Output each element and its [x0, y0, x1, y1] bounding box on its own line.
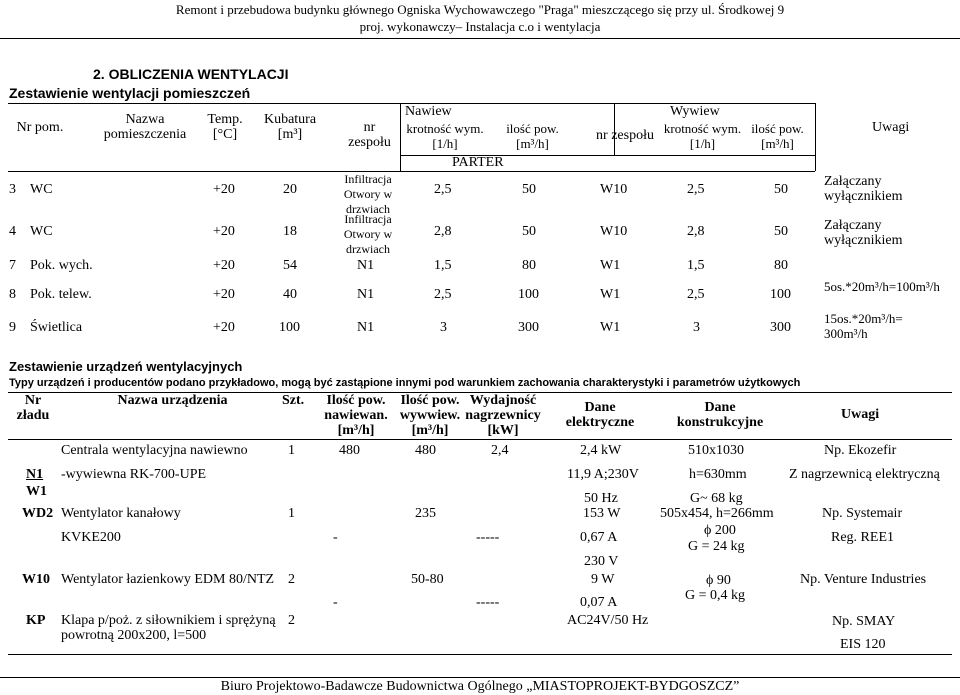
t1-head-kubatura: Kubatura [263, 112, 317, 127]
t2-r1-wyd: 2,4 [491, 443, 509, 458]
t2-r4-nr: W10 [22, 572, 50, 587]
t1-r1-temp: +20 [213, 224, 235, 239]
t2-r5-szt: 2 [288, 613, 295, 628]
t2-r4-szt: 2 [288, 572, 295, 587]
t1-r0-il: 50 [522, 182, 536, 197]
t1-head-uwagi: Uwagi [872, 120, 910, 135]
t1-vline-uwagi [815, 103, 816, 171]
t2-r1-konstr: 510x1030 [688, 443, 744, 458]
t1-r2-temp: +20 [213, 258, 235, 273]
doc-header-line1: Remont i przebudowa budynku głównego Ogniska Wychowawczego "Praga" mieszczącego się przy ul. Środkowej 9 [175, 2, 785, 17]
t1-head-kub-unit: [m³] [277, 127, 303, 142]
t2-r1-naw: 480 [339, 443, 360, 458]
t2-head-il-wyw: Ilość pow. wywwiew. [m³/h] [399, 393, 461, 438]
t1-r1-il2: 50 [774, 224, 788, 239]
t1-r4-zespol: N1 [357, 320, 375, 335]
t1-head-nazwa: Nazwa pomieszczenia [103, 112, 187, 142]
t1-r3-zespol2: W1 [600, 287, 621, 302]
section-title: 2. OBLICZENIA WENTYLACJI [93, 66, 289, 82]
t2-r1-nazwa: Centrala wentylacyjna nawiewno [61, 443, 248, 458]
t1-r4-il: 300 [518, 320, 539, 335]
t1-r2-nr: 7 [9, 258, 16, 273]
t1-head-zespol2: nr zespołu [596, 128, 654, 143]
t2-r5-uwagi-b: EIS 120 [840, 637, 886, 652]
t1-r2-kub: 54 [283, 258, 297, 273]
t2-r2-nr-b: W1 [26, 484, 47, 499]
t1-r3-il2: 100 [770, 287, 791, 302]
devices-note: Typy urządzeń i producentów podano przykładowo, mogą być zastąpione innymi pod warunkiem zachowania charakterystyki i parametrów użytkowych [9, 377, 801, 389]
t1-head-krotnosc: krotność wym.[1/h] [406, 121, 484, 151]
t2-head-uwagi: Uwagi [841, 407, 880, 422]
t2-r2-elek-a: 11,9 A;230V [567, 467, 639, 482]
t2-r2-konstr-a: h=630mm [689, 467, 747, 482]
t1-r3-krot: 2,5 [434, 287, 452, 302]
subtitle-devices: Zestawienie urządzeń wentylacyjnych [9, 359, 243, 374]
t2-r4-wyd: ----- [476, 595, 500, 610]
t2-r2-nr-a: N1 [26, 467, 44, 482]
footer-divider [0, 677, 960, 678]
t2-r5-elek: AC24V/50 Hz [567, 613, 649, 628]
t1-r1-krot: 2,8 [434, 224, 452, 239]
t1-r0-temp: +20 [213, 182, 235, 197]
t1-line-head-bottom [8, 171, 815, 172]
t1-r2-il: 80 [522, 258, 536, 273]
t1-head-temp: Temp. [207, 112, 243, 127]
doc-header-line2: proj. wykonawczy– Instalacja c.o i wentylacja [359, 19, 601, 34]
t2-r4-naw: - [333, 595, 338, 610]
t2-r4-konstr-b: G = 0,4 kg [685, 588, 746, 603]
t1-head-krotnosc2: krotność wym.[1/h] [663, 121, 742, 151]
t2-r2-konstr-b: G~ 68 kg [690, 491, 743, 506]
t2-r2-elek-b: 50 Hz [584, 491, 618, 506]
t1-r4-uwagi: 15os.*20m³/h= 300m³/h [824, 311, 903, 341]
t2-head-nr: Nr zładu [16, 393, 50, 423]
t2-r4-konstr-a: ϕ 90 [706, 573, 731, 588]
t2-r3-konstr-c: G = 24 kg [688, 539, 745, 554]
t2-r3-uwagi-b: Reg. REE1 [831, 530, 894, 545]
t2-r4-wyw: 50-80 [411, 572, 444, 587]
t1-r3-krot2: 2,5 [687, 287, 705, 302]
t2-r3-nr: WD2 [22, 506, 54, 521]
t2-line-bottom [8, 654, 952, 655]
t1-head-ilosc2: ilość pow. [m³/h] [751, 121, 804, 151]
t1-r4-krot2: 3 [693, 320, 700, 335]
t2-r1-wyw: 480 [415, 443, 436, 458]
t1-r2-zespol2: W1 [600, 258, 621, 273]
t1-r1-nr: 4 [9, 224, 16, 239]
t2-r1-uwagi: Np. Ekozefir [824, 443, 897, 458]
t1-r2-zespol: N1 [357, 258, 375, 273]
t1-r0-kub: 20 [283, 182, 297, 197]
t2-r3-elek-b: 0,67 A [580, 530, 618, 545]
t1-r4-kub: 100 [279, 320, 300, 335]
t1-r0-nr: 3 [9, 182, 16, 197]
t2-r5-nr: KP [26, 613, 46, 628]
doc-footer: Biuro Projektowo-Badawcze Budownictwa Ogólnego „MIASTOPROJEKT-BYDGOSZCZ” [220, 679, 740, 694]
t1-r4-krot: 3 [440, 320, 447, 335]
t1-r0-il2: 50 [774, 182, 788, 197]
t2-head-il-naw: Ilość pow. nawiewan. [m³/h] [324, 393, 388, 438]
t1-r2-krot2: 1,5 [687, 258, 705, 273]
t1-head-temp-unit: [°C] [212, 127, 238, 142]
t2-r3-naw: - [333, 530, 338, 545]
t2-r2-uwagi: Z nagrzewnicą elektryczną [789, 467, 940, 482]
t2-r3-elek-c: 230 V [584, 554, 619, 569]
t1-r4-il2: 300 [770, 320, 791, 335]
t1-r1-zespol: Infiltracja Otwory w drzwiach [343, 212, 393, 256]
t1-r0-krot: 2,5 [434, 182, 452, 197]
t1-r3-kub: 40 [283, 287, 297, 302]
subtitle-ventilation: Zestawienie wentylacji pomieszczeń [9, 85, 251, 101]
t2-r1-szt: 1 [288, 443, 295, 458]
t1-r3-il: 100 [518, 287, 539, 302]
t2-r2-nazwa: -wywiewna RK-700-UPE [61, 467, 207, 482]
t1-head-nawiew: Nawiew [405, 104, 452, 119]
t2-r5-uwagi-a: Np. SMAY [832, 614, 896, 629]
t2-r3-nazwa-b: KVKE200 [61, 530, 121, 545]
t2-head-szt: Szt. [282, 393, 305, 408]
t2-r3-uwagi-a: Np. Systemair [822, 506, 903, 521]
t1-head-nr: Nr pom. [16, 120, 64, 135]
t2-r3-szt: 1 [288, 506, 295, 521]
t2-head-elek: Dane elektryczne [565, 400, 635, 430]
t2-r4-uwagi: Np. Venture Industries [800, 572, 927, 587]
t1-r3-zespol: N1 [357, 287, 375, 302]
t2-head-nazwa: Nazwa urządzenia [117, 393, 228, 408]
t1-r0-krot2: 2,5 [687, 182, 705, 197]
t1-r2-il2: 80 [774, 258, 788, 273]
t1-r1-zespol2: W10 [600, 224, 628, 239]
t1-r4-temp: +20 [213, 320, 235, 335]
t1-r0-zespol2: W10 [600, 182, 628, 197]
t1-r4-nr: 9 [9, 320, 16, 335]
t1-r3-uwagi: 5os.*20m³/h=100m³/h [824, 279, 940, 294]
t2-r3-konstr-b: ϕ 200 [704, 523, 736, 538]
header-divider [0, 38, 960, 39]
t1-r3-temp: +20 [213, 287, 235, 302]
t1-r2-krot: 1,5 [434, 258, 452, 273]
t1-r4-nazwa: Świetlica [30, 320, 83, 335]
t1-r1-uwagi: Załączany wyłącznikiem [824, 218, 903, 248]
t2-r3-konstr-a: 505x454, h=266mm [660, 506, 774, 521]
t1-parter: PARTER [452, 155, 504, 170]
t1-r4-zespol2: W1 [600, 320, 621, 335]
t1-r0-uwagi: Załączany wyłącznikiem [824, 174, 903, 204]
t1-head-zespol: nr zespołu [348, 120, 391, 150]
t1-r1-il: 50 [522, 224, 536, 239]
t2-r5-nazwa: Klapa p/poż. z siłownikiem i sprężyną powrotną 200x200, l=500 [61, 613, 276, 643]
t1-r0-zespol: Infiltracja Otwory w drzwiach [343, 172, 393, 216]
t1-r3-nr: 8 [9, 287, 16, 302]
t2-r3-nazwa-a: Wentylator kanałowy [61, 506, 181, 521]
t2-line-head-bottom [8, 439, 952, 440]
t2-r4-nazwa: Wentylator łazienkowy EDM 80/NTZ [61, 572, 275, 587]
t2-r4-elek-b: 0,07 A [580, 595, 618, 610]
t2-r3-wyw: 235 [415, 506, 436, 521]
t2-r4-elek-a: 9 W [591, 572, 615, 587]
t1-head-ilosc: ilość pow. [m³/h] [506, 121, 559, 151]
t1-r2-nazwa: Pok. wych. [30, 258, 93, 273]
t1-head-wywiew: Wywiew [670, 104, 720, 119]
t2-r1-elek: 2,4 kW [580, 443, 622, 458]
t1-r1-kub: 18 [283, 224, 297, 239]
t1-r0-nazwa: WC [30, 182, 53, 197]
t1-r1-krot2: 2,8 [687, 224, 705, 239]
t2-r3-elek-a: 153 W [583, 506, 621, 521]
t1-r1-nazwa: WC [30, 224, 53, 239]
t1-r3-nazwa: Pok. telew. [30, 287, 92, 302]
t2-head-wyd: Wydajność nagrzewnicy [kW] [465, 393, 541, 438]
t2-head-konstr: Dane konstrukcyjne [676, 400, 764, 430]
t2-r3-wyd: ----- [476, 530, 500, 545]
